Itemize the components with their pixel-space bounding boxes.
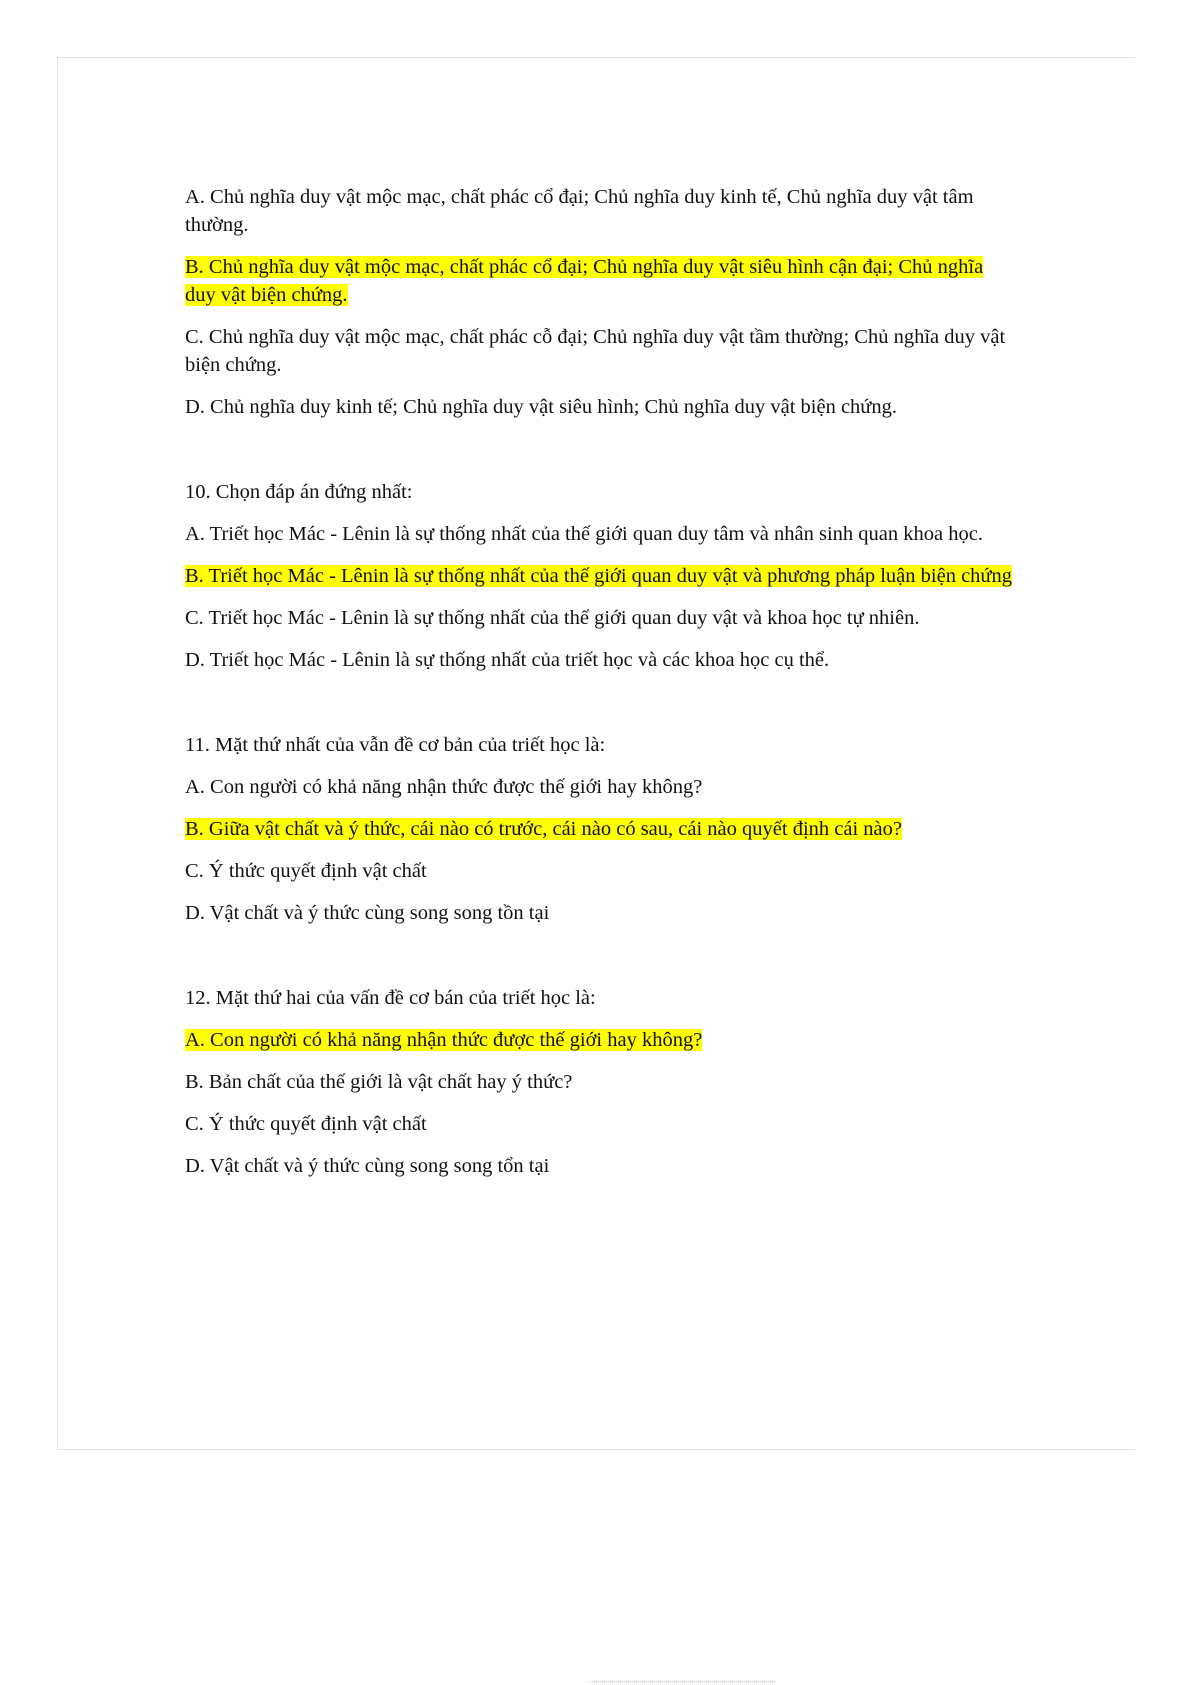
- question-11: [185, 731, 1015, 927]
- document-content: [185, 183, 1015, 1194]
- page-bottom-rule: [590, 1681, 775, 1682]
- question-title: 11. Mặt thứ nhất của vẫn đề cơ bản của triết học là:: [185, 734, 606, 756]
- option-d: D. Vật chất và ý thức cùng song song tổn tại: [185, 1155, 550, 1177]
- question-12: [185, 984, 1015, 1180]
- option-a: A. Triết học Mác - Lênin là sự thống nhất của thế giới quan duy tâm và nhân sinh quan khoa học.: [185, 523, 983, 545]
- question-10: [185, 478, 1015, 674]
- option-b-correct: B. Chủ nghĩa duy vật mộc mạc, chất phác cổ đại; Chủ nghĩa duy vật siêu hình cận đại; Chủ nghĩa duy vật biện chứng.: [185, 256, 984, 306]
- option-a-correct: A. Con người có khả năng nhận thức được thế giới hay không?: [185, 1029, 703, 1051]
- option-c: C. Ý thức quyết định vật chất: [185, 860, 427, 882]
- option-d: D. Vật chất và ý thức cùng song song tồn tại: [185, 902, 550, 924]
- option-c: C. Triết học Mác - Lênin là sự thống nhất của thế giới quan duy vật và khoa học tự nhiên.: [185, 607, 920, 629]
- question-gap: [185, 688, 1015, 731]
- option-d: D. Chủ nghĩa duy kinh tế; Chủ nghĩa duy vật siêu hình; Chủ nghĩa duy vật biện chứng.: [185, 396, 898, 418]
- question-9: [185, 183, 1015, 421]
- option-b-correct: B. Giữa vật chất và ý thức, cái nào có trước, cái nào có sau, cái nào quyết định cái nào?: [185, 818, 902, 840]
- option-b-correct: B. Triết học Mác - Lênin là sự thống nhất của thế giới quan duy vật và phương pháp luận biện chứng: [185, 565, 1013, 587]
- option-b: B. Bản chất của thế giới là vật chất hay ý thức?: [185, 1071, 573, 1093]
- question-title: 12. Mặt thứ hai của vấn đề cơ bán của triết học là:: [185, 987, 596, 1009]
- option-d: D. Triết học Mác - Lênin là sự thống nhất của triết học và các khoa học cụ thể.: [185, 649, 830, 671]
- option-a: A. Con người có khả năng nhận thức được thế giới hay không?: [185, 776, 703, 798]
- question-gap: [185, 435, 1015, 478]
- question-title: 10. Chọn đáp án đứng nhất:: [185, 481, 413, 503]
- question-gap: [185, 941, 1015, 984]
- option-c: C. Ý thức quyết định vật chất: [185, 1113, 427, 1135]
- option-c: C. Chủ nghĩa duy vật mộc mạc, chất phác cỗ đại; Chủ nghĩa duy vật tầm thường; Chủ nghĩa duy vật biện chứng.: [185, 326, 1006, 376]
- option-a: A. Chủ nghĩa duy vật mộc mạc, chất phác cổ đại; Chủ nghĩa duy kinh tế, Chủ nghĩa duy vật tâm thường.: [185, 186, 974, 236]
